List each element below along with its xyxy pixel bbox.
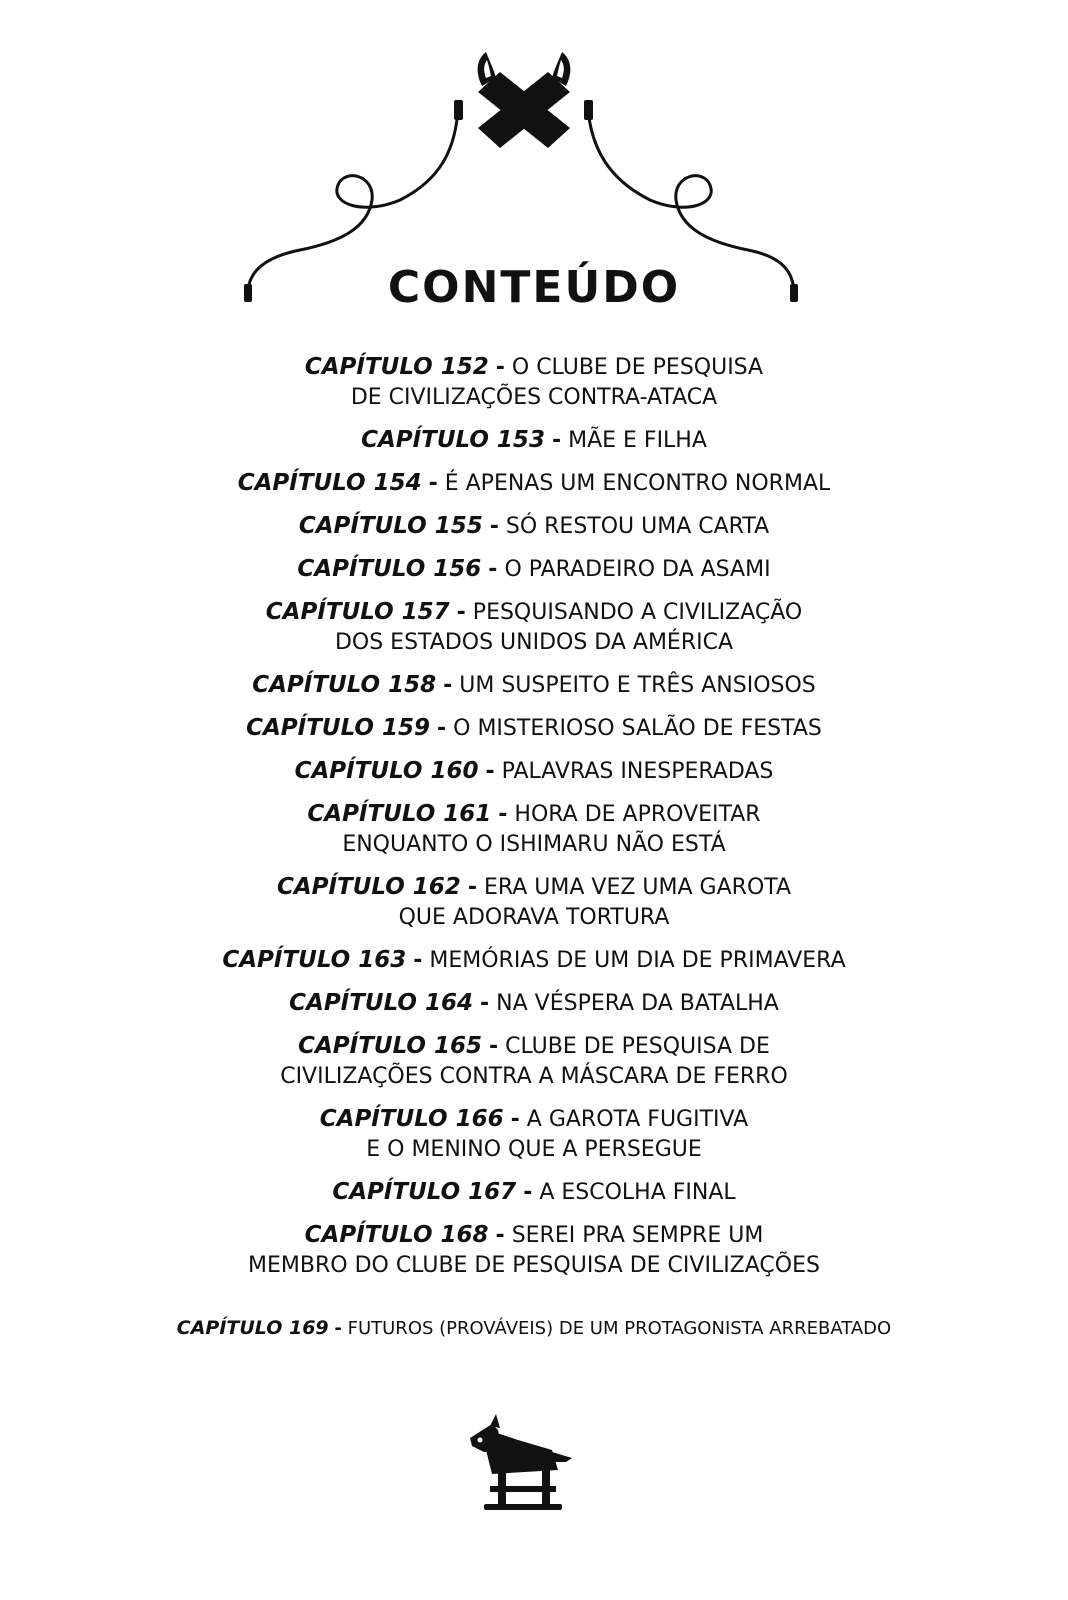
chapter-title: MÃE E FILHA — [568, 428, 707, 453]
chapter-number: CAPÍTULO 167 — [332, 1179, 517, 1205]
chapter-title-continued: E O MENINO QUE A PERSEGUE — [366, 1137, 702, 1162]
toc-entry — [0, 597, 1068, 658]
chapter-number: CAPÍTULO 169 — [176, 1317, 329, 1339]
toc-entry-first-line — [0, 872, 1068, 903]
chapter-number: CAPÍTULO 160 — [294, 758, 479, 784]
toc-entry-extra — [0, 1315, 1068, 1342]
separator-dash: - — [334, 1318, 342, 1339]
toc-entry-first-line — [0, 1031, 1068, 1062]
toc-entry — [0, 872, 1068, 933]
chapter-number: CAPÍTULO 159 — [246, 715, 430, 741]
chapter-number: CAPÍTULO 163 — [222, 947, 407, 973]
toc-entry-first-line — [0, 1220, 1068, 1251]
chapter-title: FUTUROS (PROVÁVEIS) DE UM PROTAGONISTA ARREBATADO — [347, 1318, 892, 1339]
separator-dash: - — [456, 600, 466, 625]
separator-dash: - — [443, 673, 453, 698]
chapter-number: CAPÍTULO 168 — [304, 1222, 489, 1248]
toc-entry-first-line — [0, 511, 1068, 542]
toc-entry — [0, 468, 1068, 499]
separator-dash: - — [510, 1107, 520, 1132]
chapter-title: HORA DE APROVEITAR — [514, 802, 761, 827]
toc-entry-first-line — [0, 945, 1068, 976]
toc-entry — [0, 511, 1068, 542]
toc-entry-first-line — [0, 713, 1068, 744]
chapter-title-continued: MEMBRO DO CLUBE DE PESQUISA DE CIVILIZAÇÕES — [248, 1253, 820, 1278]
separator-dash: - — [488, 1034, 499, 1059]
toc-entry-first-line — [0, 597, 1068, 628]
rocking-horse-icon — [462, 1410, 582, 1520]
toc-entry — [0, 799, 1068, 860]
separator-dash: - — [467, 875, 477, 900]
chapter-number: CAPÍTULO 152 — [304, 354, 489, 380]
toc-entry — [0, 1104, 1068, 1165]
toc-entry-first-line — [0, 756, 1068, 787]
toc-entry-first-line — [0, 1104, 1068, 1135]
chapter-title: O MISTERIOSO SALÃO DE FESTAS — [453, 716, 822, 741]
toc-entry-first-line — [0, 554, 1068, 585]
separator-dash: - — [495, 355, 505, 380]
chapter-title: O PARADEIRO DA ASAMI — [504, 557, 771, 582]
toc-entry — [0, 1031, 1068, 1092]
chapter-title: PESQUISANDO A CIVILIZAÇÃO — [472, 600, 803, 625]
toc-entry — [0, 713, 1068, 744]
chapter-title: ERA UMA VEZ UMA GAROTA — [483, 875, 792, 900]
separator-dash: - — [428, 471, 438, 496]
chapter-number: CAPÍTULO 164 — [289, 990, 474, 1016]
chapter-title: CLUBE DE PESQUISA DE — [505, 1034, 770, 1059]
separator-dash: - — [489, 514, 499, 539]
chapter-title-continued: ENQUANTO O ISHIMARU NÃO ESTÁ — [342, 832, 726, 857]
toc-entry-first-line — [0, 352, 1068, 383]
separator-dash: - — [498, 802, 508, 827]
chapter-number: CAPÍTULO 158 — [252, 672, 437, 698]
separator-dash: - — [488, 557, 498, 582]
chapter-title: A ESCOLHA FINAL — [539, 1180, 736, 1205]
separator-dash: - — [437, 716, 447, 741]
chapter-number: CAPÍTULO 156 — [297, 556, 482, 582]
chapter-title: SEREI PRA SEMPRE UM — [511, 1223, 764, 1248]
chapter-title-continued: DE CIVILIZAÇÕES CONTRA-ATACA — [350, 385, 718, 410]
chapter-title: UM SUSPEITO E TRÊS ANSIOSOS — [459, 673, 816, 698]
chapter-number: CAPÍTULO 157 — [265, 599, 450, 625]
toc-entry — [0, 670, 1068, 701]
toc-entry — [0, 352, 1068, 413]
toc-entry-first-line — [0, 425, 1068, 456]
separator-dash: - — [480, 991, 490, 1016]
chapter-title: SÓ RESTOU UMA CARTA — [505, 514, 770, 539]
toc-entry — [0, 425, 1068, 456]
toc-entry — [0, 988, 1068, 1019]
chapter-title-continued: CIVILIZAÇÕES CONTRA A MÁSCARA DE FERRO — [280, 1064, 788, 1089]
toc-entry-first-line — [0, 799, 1068, 830]
chapter-number: CAPÍTULO 155 — [298, 513, 483, 539]
chapter-number: CAPÍTULO 153 — [361, 427, 545, 453]
toc-entry — [0, 1177, 1068, 1208]
toc-entry — [0, 1220, 1068, 1281]
chapter-title: NA VÉSPERA DA BATALHA — [496, 991, 779, 1016]
toc-entry-first-line — [0, 468, 1068, 499]
toc-entry-first-line — [0, 670, 1068, 701]
chapter-number: CAPÍTULO 161 — [307, 801, 492, 827]
chapter-title: É APENAS UM ENCONTRO NORMAL — [444, 471, 831, 496]
chapter-number: CAPÍTULO 162 — [276, 874, 461, 900]
separator-dash: - — [551, 428, 562, 453]
chapter-title: O CLUBE DE PESQUISA — [511, 355, 764, 380]
chapter-number: CAPÍTULO 165 — [298, 1033, 482, 1059]
page-title: CONTEÚDO — [387, 262, 681, 313]
toc-entry — [0, 554, 1068, 585]
separator-dash: - — [523, 1180, 533, 1205]
chapter-title: MEMÓRIAS DE UM DIA DE PRIMAVERA — [429, 948, 846, 973]
chapter-number: CAPÍTULO 166 — [319, 1106, 504, 1132]
table-of-contents — [0, 352, 1068, 1354]
chapter-title: PALAVRAS INESPERADAS — [501, 759, 774, 784]
separator-dash: - — [495, 1223, 505, 1248]
chapter-title-continued: DOS ESTADOS UNIDOS DA AMÉRICA — [334, 630, 734, 655]
toc-entry — [0, 945, 1068, 976]
separator-dash: - — [485, 759, 495, 784]
chapter-number: CAPÍTULO 154 — [237, 470, 422, 496]
toc-entry-first-line — [0, 1177, 1068, 1208]
chapter-title-continued: QUE ADORAVA TORTURA — [398, 905, 670, 930]
toc-entry-first-line — [0, 988, 1068, 1019]
toc-entry-first-line — [0, 1315, 1068, 1342]
chapter-title: A GAROTA FUGITIVA — [526, 1107, 749, 1132]
toc-entry — [0, 756, 1068, 787]
separator-dash: - — [413, 948, 423, 973]
